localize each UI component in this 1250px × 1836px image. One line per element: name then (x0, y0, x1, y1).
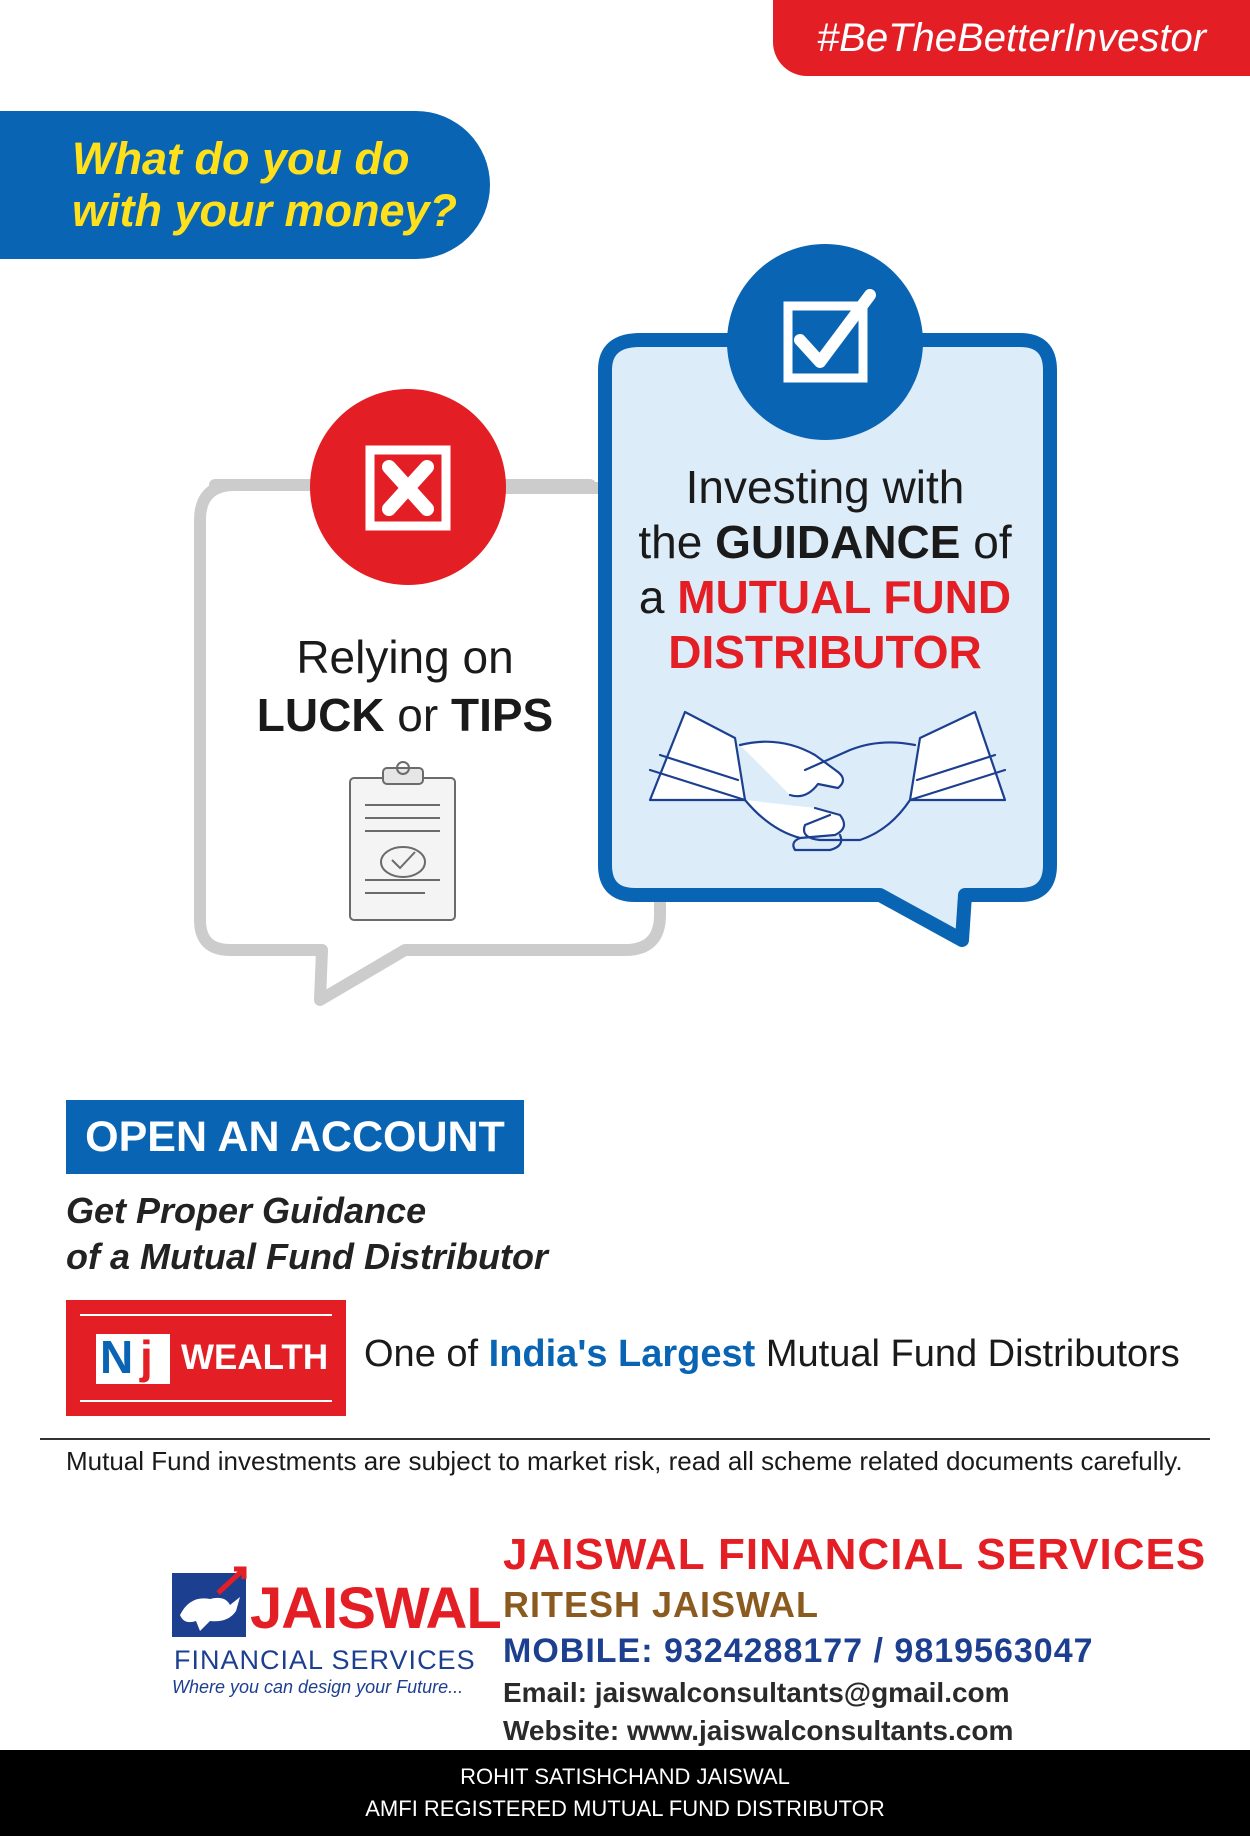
nj-tagline (364, 1333, 1180, 1376)
tagline-pre: One of (364, 1333, 489, 1375)
right-card-text (615, 460, 1035, 680)
guidance-text-block (66, 1188, 548, 1280)
nj-logo-n: N (100, 1331, 134, 1383)
mutual-fund-text: MUTUAL FUND (677, 571, 1012, 623)
right-card-line-1: Investing with (685, 461, 965, 513)
clipboard-icon (350, 762, 455, 920)
check-icon (727, 244, 923, 440)
question-line-2: with your money? (72, 185, 458, 236)
jaiswal-logo-word: JAISWAL (250, 1576, 501, 1641)
tagline-highlight: India's Largest (488, 1333, 756, 1375)
contact-block (503, 1530, 1206, 1747)
disclaimer: Mutual Fund investments are subject to market risk, read all scheme related documents carefully. (66, 1446, 1183, 1476)
footer-line-1: ROHIT SATISHCHAND JAISWAL (460, 1764, 790, 1789)
firm-name: JAISWAL FINANCIAL SERVICES (503, 1530, 1207, 1579)
footer (0, 1750, 1250, 1836)
left-card-line-2 (240, 686, 570, 744)
website-link[interactable]: Website: www.jaiswalconsultants.com (503, 1715, 1014, 1746)
right-card-line-3 (615, 570, 1035, 625)
left-card-line-1: Relying on (296, 631, 514, 683)
jaiswal-logo-motto: Where you can design your Future... (172, 1677, 464, 1697)
a-text: a (638, 571, 678, 623)
jaiswal-logo-sub: FINANCIAL SERVICES (174, 1645, 476, 1675)
nj-rule-bottom (80, 1400, 332, 1402)
right-card-line-2 (615, 515, 1035, 570)
nj-wealth-label: WEALTH (181, 1338, 329, 1377)
left-card-text (240, 628, 570, 744)
email-link[interactable]: Email: jaiswalconsultants@gmail.com (503, 1677, 1010, 1708)
guidance-text: GUIDANCE (715, 516, 961, 568)
distributor-text: DISTRIBUTOR (668, 626, 982, 678)
guidance-line-2: of a Mutual Fund Distributor (66, 1236, 548, 1277)
question-line-1: What do you do (72, 133, 410, 184)
divider (40, 1438, 1210, 1440)
jaiswal-logo (170, 1555, 501, 1705)
open-account-button[interactable]: OPEN AN ACCOUNT (66, 1100, 524, 1174)
tips-text: TIPS (450, 689, 554, 741)
the-text: the (638, 516, 716, 568)
of-text: of (960, 516, 1012, 568)
tagline-post: Mutual Fund Distributors (755, 1333, 1180, 1375)
nj-wealth-logo (66, 1300, 346, 1416)
nj-rule-top (80, 1314, 332, 1316)
nj-logo-j: j (140, 1331, 153, 1383)
hashtag-banner: #BeTheBetterInvestor (773, 0, 1250, 76)
cross-icon (310, 389, 506, 585)
bull-icon (170, 1565, 250, 1645)
person-name: RITESH JAISWAL (503, 1584, 820, 1625)
mobile-number[interactable]: MOBILE: 9324288177 / 9819563047 (503, 1632, 1094, 1670)
luck-text: LUCK (256, 689, 385, 741)
footer-line-2: AMFI REGISTERED MUTUAL FUND DISTRIBUTOR (365, 1796, 885, 1821)
guidance-line-1: Get Proper Guidance (66, 1190, 427, 1231)
nj-logo-mark (96, 1331, 170, 1384)
or-text: or (384, 689, 451, 741)
